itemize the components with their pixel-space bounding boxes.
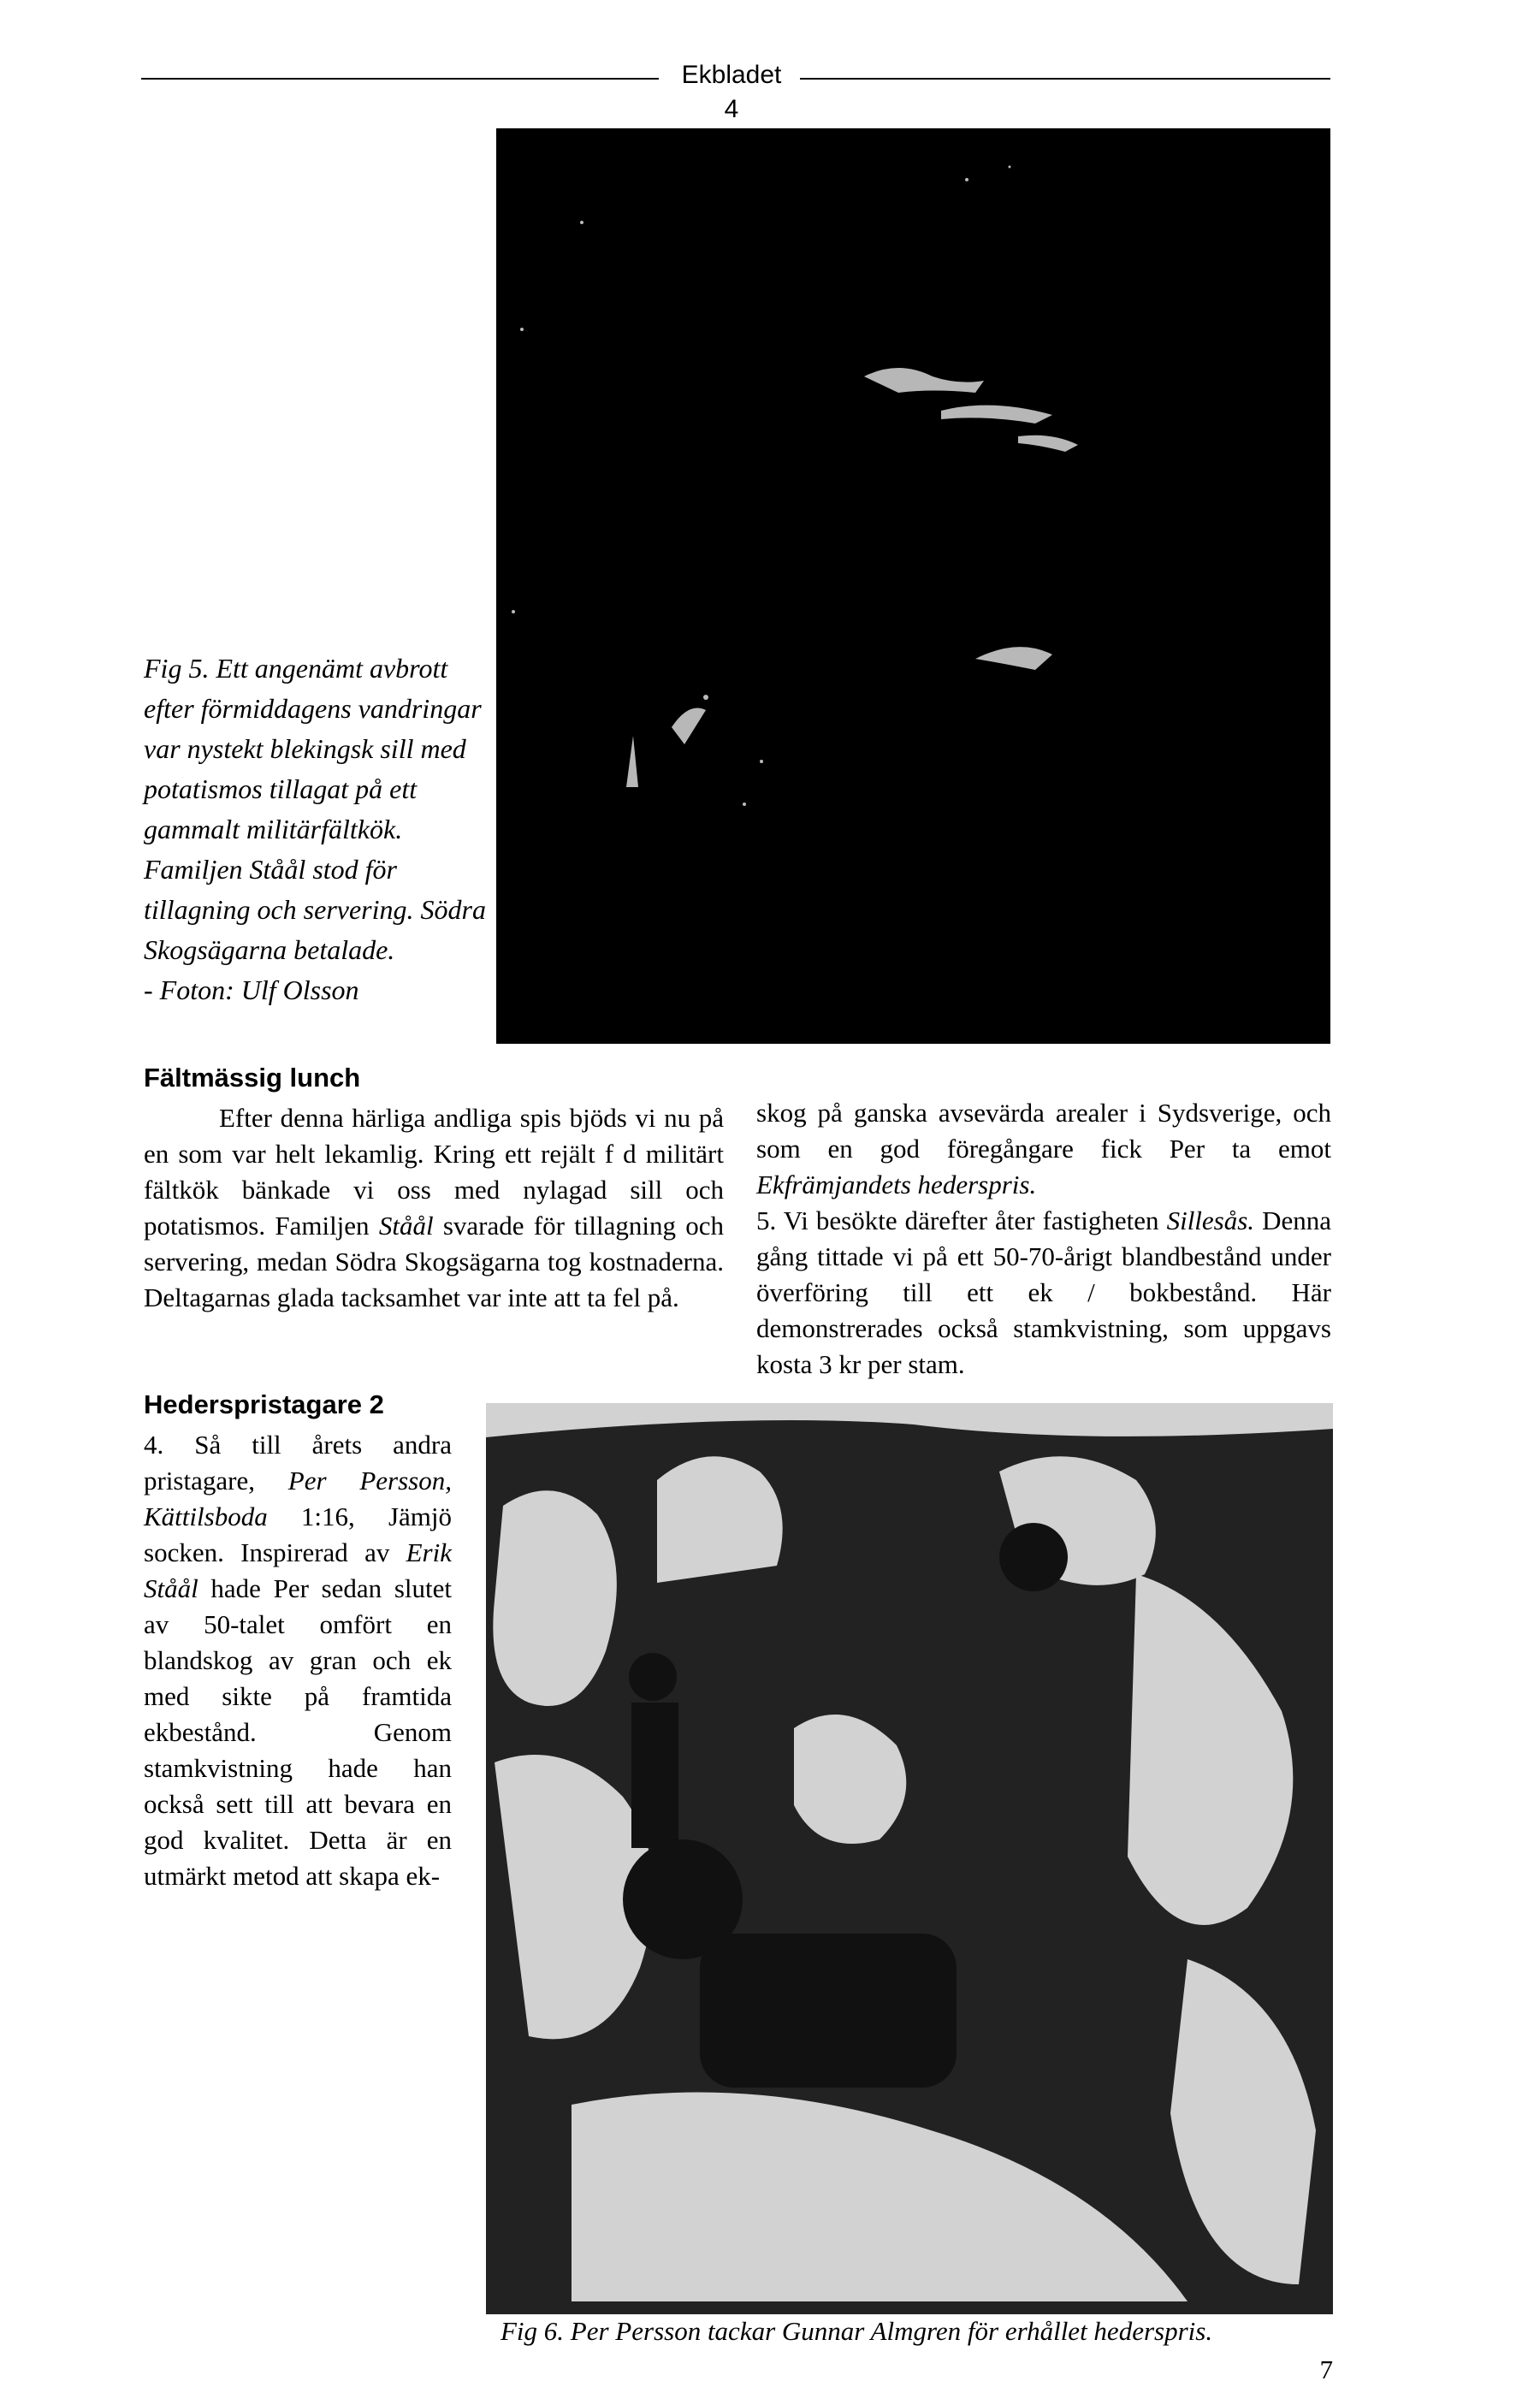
text-run: Efter denna härliga andliga spis bjöds vi nu på en som var helt lekamlig. Kring ett rejält f d militärt fältkök bänkade vi oss med nylagad sill och potatismos. Familjen [144, 1103, 724, 1241]
running-header [141, 58, 1330, 123]
header-rule-right [800, 78, 1330, 80]
section-heading-lunch: Fältmässig lunch [144, 1063, 361, 1093]
page-number: 7 [1319, 2354, 1333, 2384]
right-paragraph-2 [756, 1203, 1331, 1383]
section-heading-prize: Hederspristagare 2 [144, 1389, 384, 1419]
figure-5-credit: - Foton: Ulf Olsson [144, 974, 359, 1005]
name-erik-stal: Erik Ståål [144, 1537, 452, 1603]
figure-5-photo [496, 128, 1330, 1044]
column-left-section-1 [144, 1061, 724, 1316]
right-paragraph-1 [756, 1095, 1331, 1203]
column-left-section-2 [144, 1388, 452, 1894]
text-run: Denna gång tittade vi på ett 50-70-årigt blandbestånd under överföring till ett ek / bokbestånd. Här demonstrerades också stamkvistning, som uppgavs kosta 3 kr per stam. [756, 1205, 1332, 1379]
figure-6-photo [486, 1403, 1333, 2314]
text-run: svarade för tillagning och servering, medan Södra Skogsägarna tog kostnaderna. Deltagarnas glada tacksamhet var inte att ta fel på. [144, 1211, 724, 1312]
section-2-paragraph [144, 1427, 452, 1894]
name-stal: Ståål [378, 1211, 434, 1241]
name-per-persson: Per Persson, Kättilsboda [144, 1466, 452, 1531]
text-run: hade Per sedan slutet av 50-talet omfört en blandskog av gran och ek med sikte på framtida ekbestånd. Genom stamkvistning hade han också sett till att bevara en god kvalitet. Detta är en utmärkt metod att skapa ek- [144, 1573, 452, 1891]
text-run: skog på ganska avsevärda arealer i Sydsverige, och som en god föregångare fick Per ta emot [756, 1098, 1331, 1164]
figure-5-caption [144, 649, 495, 1010]
figure-6-caption: Fig 6. Per Persson tackar Gunnar Almgren för erhållet hederspris. [500, 2316, 1213, 2346]
column-right [756, 1095, 1331, 1383]
header-rule-left [141, 78, 659, 80]
figure-5-caption-text: Fig 5. Ett angenämt avbrott efter förmiddagens vandringar var nystekt blekingsk sill med potatismos tillagat på ett gammalt militärfältkök. Familjen Ståål stod för tillagning och servering. Södra Skogsägarna betalade. [144, 653, 486, 965]
section-1-paragraph [144, 1100, 724, 1316]
text-run: 5. Vi besökte därefter åter fastigheten [756, 1205, 1167, 1235]
award-name: Ekfrämjandets hederspris. [756, 1170, 1037, 1199]
text-run: 4. Så till årets andra pristagare, [144, 1430, 452, 1496]
place-sillesas: Sillesås. [1166, 1205, 1255, 1235]
header-title: Ekbladet 4 [681, 61, 782, 123]
text-run: 1:16, Jämjö socken. Inspirerad av [144, 1502, 452, 1567]
